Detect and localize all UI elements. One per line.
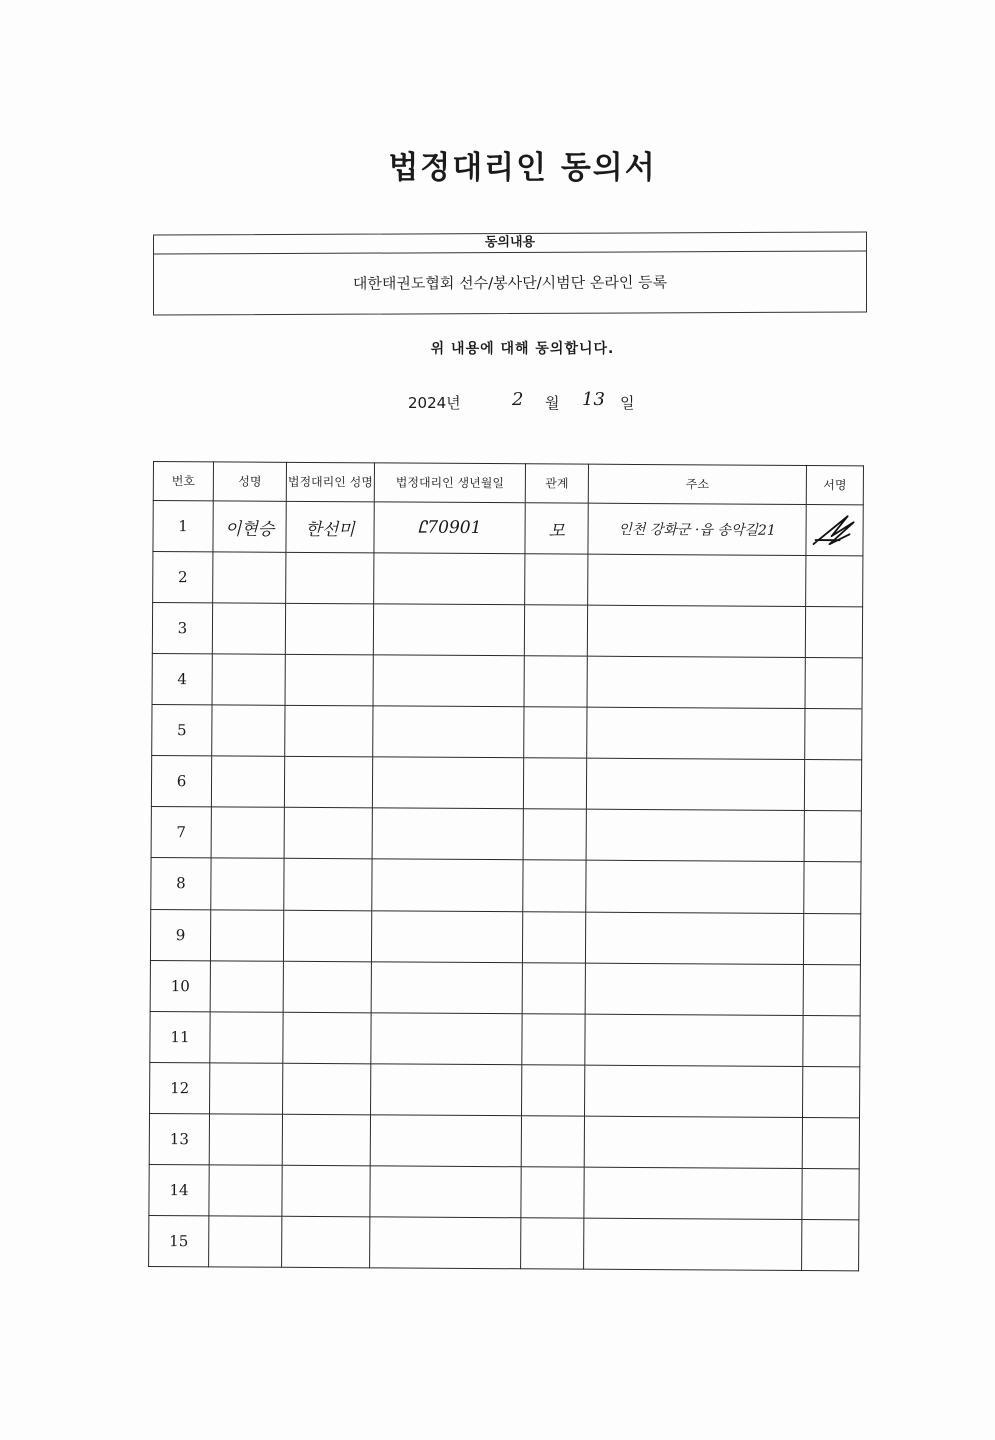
header-signature: 서명 (806, 465, 863, 504)
cell-address (585, 963, 803, 1015)
cell-no: 11 (150, 1011, 210, 1062)
cell-relation (523, 860, 586, 911)
date-month-value: 2 (512, 389, 524, 410)
cell-relation (523, 758, 586, 809)
cell-guardian-birth (373, 604, 524, 656)
cell-name (209, 1165, 282, 1217)
cell-guardian-birth (372, 859, 523, 911)
cell-guardian-birth (373, 655, 524, 707)
table-row (149, 1164, 859, 1219)
cell-signature (803, 1066, 860, 1117)
cell-address (585, 912, 803, 964)
document-title: 법정대리인 동의서 (388, 150, 657, 186)
cell-signature (804, 811, 861, 862)
cell-guardian-birth (370, 1217, 521, 1269)
cell-name (213, 552, 286, 604)
cell-signature (802, 1168, 859, 1219)
cell-name (212, 603, 285, 655)
cell-signature (803, 913, 860, 964)
table-row (150, 960, 860, 1015)
table-row (153, 501, 863, 556)
cell-address (586, 861, 804, 913)
cell-no: 6 (151, 756, 211, 807)
cell-relation (522, 911, 585, 962)
cell-no: 1 (153, 501, 213, 552)
cell-address (587, 605, 805, 657)
cell-relation (523, 809, 586, 860)
cell-name (210, 909, 283, 961)
cell-signature (802, 1219, 859, 1270)
header-guardian-birth: 법정대리인 생년월일 (374, 463, 525, 503)
cell-relation (525, 554, 588, 605)
cell-signature (802, 1117, 859, 1168)
cell-guardian-name (284, 757, 372, 809)
registration-table (148, 461, 864, 1271)
cell-guardian-name (282, 1216, 370, 1268)
cell-no: 12 (150, 1062, 210, 1113)
cell-guardian-name (283, 1012, 371, 1064)
cell-guardian-name (285, 654, 373, 706)
cell-address (586, 810, 804, 862)
cell-guardian-name (283, 961, 371, 1013)
cell-signature (803, 1015, 860, 1066)
cell-name (210, 1011, 283, 1063)
table-row (150, 1062, 860, 1117)
cell-address (585, 1065, 803, 1117)
cell-address: 인천 강화군 ·읍 송악길21 (588, 503, 806, 555)
cell-guardian-birth (374, 553, 525, 605)
cell-guardian-birth: Ꮭ70901 (374, 502, 525, 554)
header-no: 번호 (153, 462, 213, 501)
cell-guardian-name (282, 1165, 370, 1217)
cell-address (587, 707, 805, 759)
cell-signature (804, 760, 861, 811)
cell-relation (521, 1116, 584, 1167)
cell-guardian-name (285, 706, 373, 758)
cell-relation (524, 707, 587, 758)
consent-body: 대한태권도협회 선수/봉사단/시범단 온라인 등록 (352, 273, 668, 293)
cell-address (586, 758, 804, 810)
cell-signature (805, 658, 862, 709)
agreement-text: 위 내용에 대해 동의합니다. (430, 341, 615, 357)
cell-relation (522, 1064, 585, 1115)
cell-guardian-name (284, 859, 372, 911)
cell-guardian-birth (372, 757, 523, 809)
cell-no: 9 (150, 909, 210, 960)
cell-guardian-birth (372, 808, 523, 860)
cell-no: 13 (149, 1113, 209, 1164)
cell-no: 7 (151, 807, 211, 858)
header-guardian-name: 법정대리인 성명 (286, 462, 374, 502)
cell-guardian-birth (370, 1115, 521, 1167)
cell-no: 4 (152, 654, 212, 705)
cell-relation (524, 656, 587, 707)
header-name: 성명 (213, 462, 286, 501)
cell-signature (805, 709, 862, 760)
cell-guardian-name (286, 552, 374, 604)
cell-name (209, 1114, 282, 1166)
cell-name (211, 756, 284, 808)
cell-name (212, 654, 285, 706)
registration-table-wrapper (148, 461, 863, 1271)
table-row (151, 756, 861, 811)
table-row (150, 1011, 860, 1066)
cell-no: 3 (152, 603, 212, 654)
header-address: 주소 (588, 464, 806, 504)
table-header-row (153, 462, 863, 505)
cell-guardian-name (284, 808, 372, 860)
cell-no: 2 (153, 552, 213, 603)
table-row (152, 603, 862, 658)
cell-guardian-name (285, 603, 373, 655)
cell-guardian-name (283, 910, 371, 962)
cell-name (210, 1063, 283, 1115)
cell-name (211, 807, 284, 859)
cell-relation: 모 (525, 503, 588, 554)
cell-signature (803, 964, 860, 1015)
cell-address (588, 554, 806, 606)
cell-signature (806, 504, 863, 555)
cell-name: 이현승 (213, 501, 286, 553)
cell-guardian-birth (371, 1064, 522, 1116)
cell-no: 5 (152, 705, 212, 756)
date-year: 2024년 (408, 394, 461, 412)
cell-signature (804, 862, 861, 913)
table-row (150, 909, 860, 964)
cell-guardian-name (282, 1114, 370, 1166)
cell-no: 8 (151, 858, 211, 909)
cell-relation (521, 1218, 584, 1270)
date-line (0, 389, 995, 416)
header-relation: 관계 (525, 464, 588, 503)
cell-no: 10 (150, 960, 210, 1011)
consent-header: 동의내용 (154, 232, 866, 254)
table-row (151, 807, 861, 862)
table-row (153, 552, 863, 607)
table-row (149, 1215, 859, 1270)
table-row (152, 654, 862, 709)
date-day-label: 일 (620, 394, 635, 412)
cell-address (584, 1167, 802, 1219)
cell-address (585, 1014, 803, 1066)
cell-name (211, 858, 284, 910)
cell-name (212, 705, 285, 757)
cell-relation (524, 605, 587, 656)
cell-guardian-birth (371, 1012, 522, 1064)
cell-name (209, 1216, 282, 1268)
cell-guardian-birth (371, 910, 522, 962)
cell-address (587, 656, 805, 708)
cell-guardian-birth (371, 961, 522, 1013)
table-row (149, 1113, 859, 1168)
date-day-value: 13 (582, 389, 605, 410)
cell-guardian-birth (373, 706, 524, 758)
cell-guardian-name (283, 1063, 371, 1115)
cell-no: 14 (149, 1164, 209, 1215)
consent-box (153, 231, 867, 315)
cell-guardian-name: 한선미 (286, 501, 374, 553)
table-row (152, 705, 862, 760)
cell-relation (521, 1167, 584, 1218)
cell-relation (522, 962, 585, 1013)
cell-address (584, 1116, 802, 1168)
cell-name (210, 960, 283, 1012)
cell-relation (522, 1013, 585, 1064)
cell-no: 15 (149, 1215, 209, 1266)
date-month-label: 월 (545, 394, 560, 412)
table-row (151, 858, 861, 913)
cell-signature (805, 607, 862, 658)
cell-guardian-birth (370, 1166, 521, 1218)
handwritten-signature (809, 510, 859, 550)
cell-signature (806, 556, 863, 607)
cell-address (584, 1218, 802, 1270)
